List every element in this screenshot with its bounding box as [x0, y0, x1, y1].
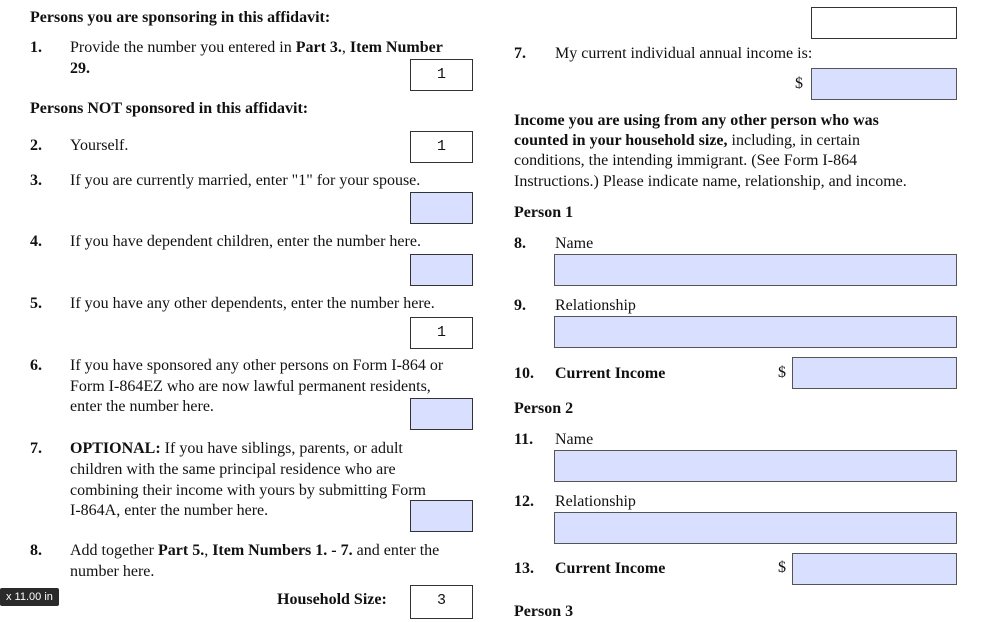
- right-item-7-number: 7.: [514, 45, 526, 62]
- person-1-relationship-number: 9.: [514, 297, 526, 314]
- other-income-line1: Income you are using from any other person who was: [514, 112, 879, 129]
- person-1-heading: Person 1: [514, 204, 574, 221]
- person-1-relationship-field[interactable]: [554, 316, 957, 348]
- person-2-income-label: Current Income: [555, 560, 666, 577]
- person-2-relationship-field[interactable]: [554, 512, 957, 544]
- person-3-heading: Person 3: [514, 603, 574, 620]
- item-7-field[interactable]: [410, 500, 473, 532]
- item-7-number: 7.: [30, 440, 42, 457]
- item-7-label-line4: I-864A, enter the number here.: [70, 502, 269, 519]
- item-4-number: 4.: [30, 233, 42, 250]
- item-4-label: If you have dependent children, enter the number here.: [70, 233, 421, 250]
- item-3-field[interactable]: [410, 192, 473, 224]
- item-8-number: 8.: [30, 542, 42, 559]
- other-income-line2: counted in your household size, including, in certain: [514, 132, 860, 149]
- item-1-label: Provide the number you entered in Part 3., Item Number: [70, 39, 443, 56]
- person-1-income-field[interactable]: [792, 357, 957, 389]
- item-3-label: If you are currently married, enter "1" for your spouse.: [70, 172, 421, 189]
- item-8-label-line2: number here.: [70, 563, 155, 580]
- item-8-label-line1: Add together Part 5., Item Numbers 1. - 7. and enter the: [70, 542, 440, 559]
- person-1-name-number: 8.: [514, 235, 526, 252]
- person-2-name-field[interactable]: [554, 450, 957, 482]
- item-1-label-line2: 29.: [70, 60, 90, 77]
- person-2-heading: Person 2: [514, 400, 574, 417]
- top-right-field[interactable]: [811, 7, 957, 39]
- item-6-label-line1: If you have sponsored any other persons on Form I-864 or: [70, 357, 444, 374]
- person-2-name-number: 11.: [514, 431, 534, 448]
- household-size-label: Household Size:: [277, 591, 387, 608]
- person-1-name-label: Name: [555, 235, 594, 252]
- item-6-label-line2: Form I-864EZ who are now lawful permanent residents,: [70, 378, 431, 395]
- household-size-field[interactable]: 3: [410, 585, 473, 619]
- item-6-label-line3: enter the number here.: [70, 398, 214, 415]
- item-7-label-line2: children with the same principal residence who are: [70, 461, 396, 478]
- page-size-badge: x 11.00 in: [0, 588, 59, 606]
- item-5-field[interactable]: 1: [410, 317, 473, 349]
- income-currency-symbol: $: [795, 75, 803, 92]
- item-1-field[interactable]: 1: [410, 59, 473, 91]
- item-1-number: 1.: [30, 39, 42, 56]
- item-5-number: 5.: [30, 295, 42, 312]
- item-2-number: 2.: [30, 137, 42, 154]
- item-6-number: 6.: [30, 357, 42, 374]
- person-2-name-label: Name: [555, 431, 594, 448]
- heading-persons-not-sponsored: Persons NOT sponsored in this affidavit:: [30, 100, 309, 117]
- item-3-number: 3.: [30, 172, 42, 189]
- item-2-field[interactable]: 1: [410, 131, 473, 163]
- current-annual-income-field[interactable]: [811, 68, 957, 100]
- person-1-income-label: Current Income: [555, 365, 666, 382]
- item-7-label-line3: combining their income with yours by submitting Form: [70, 482, 426, 499]
- person-2-relationship-label: Relationship: [555, 493, 636, 510]
- person-1-income-number: 10.: [514, 365, 534, 382]
- other-income-line4: Instructions.) Please indicate name, relationship, and income.: [514, 173, 907, 190]
- item-7-label-line1: OPTIONAL: If you have siblings, parents, or adult: [70, 440, 403, 457]
- person-1-relationship-label: Relationship: [555, 297, 636, 314]
- person-2-income-field[interactable]: [792, 553, 957, 585]
- heading-persons-sponsoring: Persons you are sponsoring in this affidavit:: [30, 9, 331, 26]
- right-item-7-label: My current individual annual income is:: [555, 45, 813, 62]
- person-1-name-field[interactable]: [554, 254, 957, 286]
- item-2-label: Yourself.: [70, 137, 129, 154]
- person-2-income-number: 13.: [514, 560, 534, 577]
- person-2-relationship-number: 12.: [514, 493, 534, 510]
- item-4-field[interactable]: [410, 254, 473, 286]
- other-income-line3: conditions, the intending immigrant. (See Form I-864: [514, 152, 858, 169]
- person-2-income-currency: $: [778, 559, 786, 576]
- item-6-field[interactable]: [410, 398, 473, 430]
- item-5-label: If you have any other dependents, enter the number here.: [70, 295, 435, 312]
- person-1-income-currency: $: [778, 364, 786, 381]
